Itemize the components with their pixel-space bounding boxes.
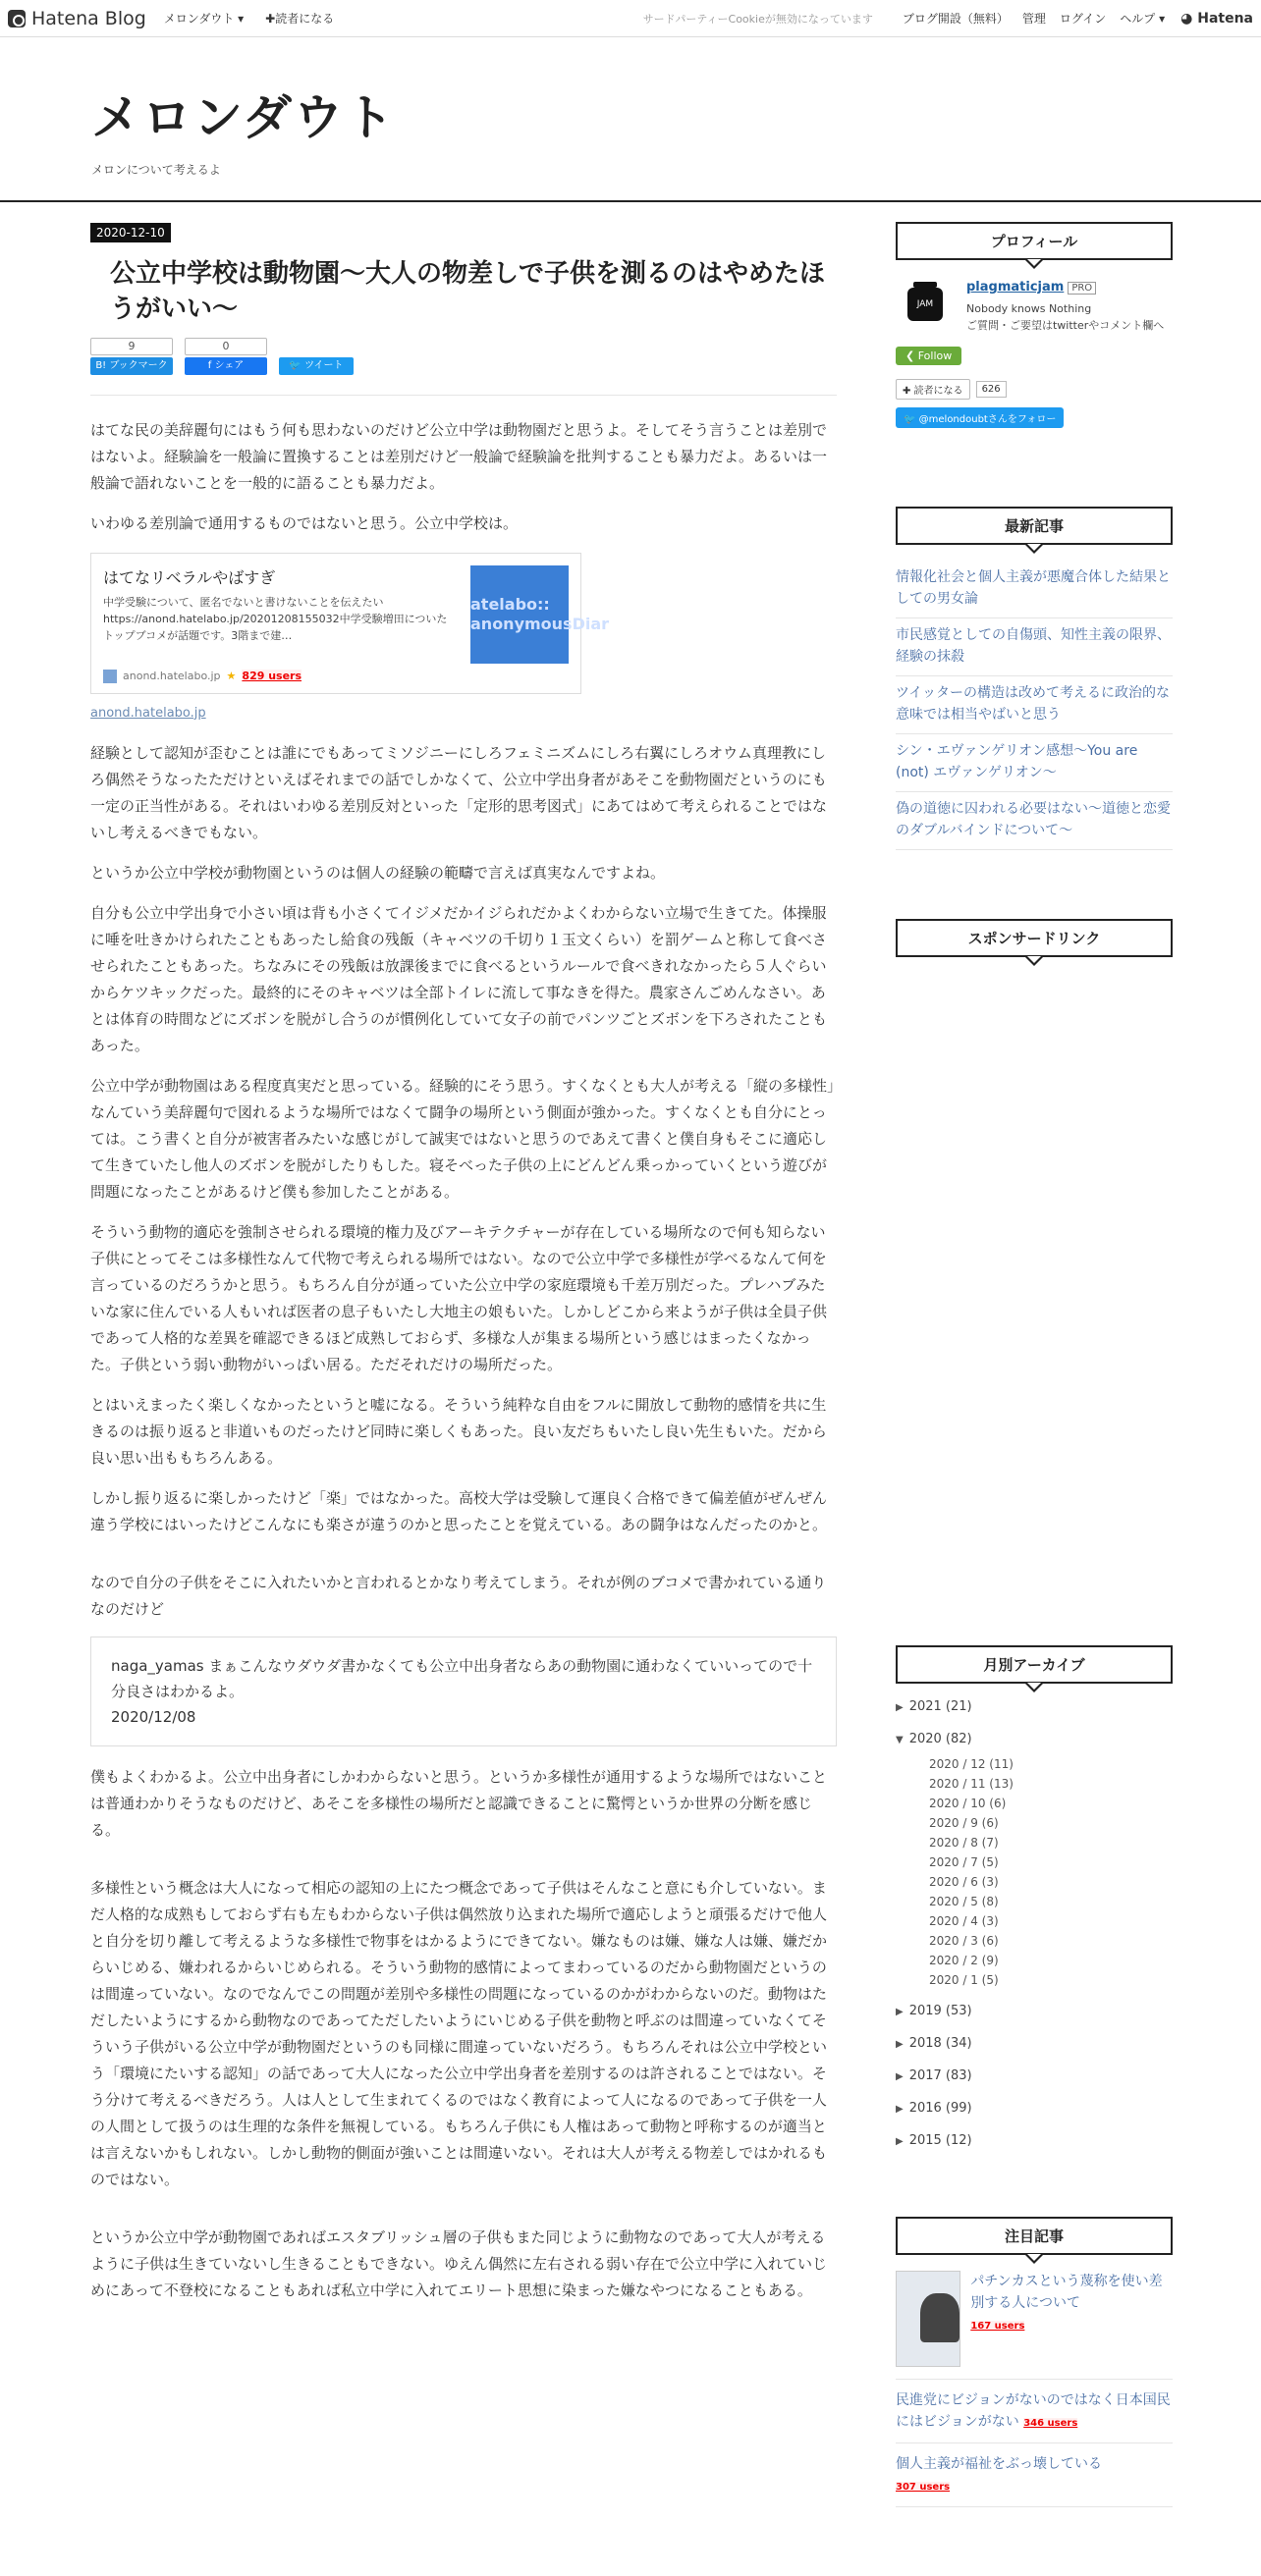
embed-card[interactable]: [90, 553, 610, 694]
archive-year-2016[interactable]: [896, 2101, 1173, 2116]
follow-button[interactable]: [896, 347, 961, 365]
archive-month-link[interactable]: 2020 / 6 (3): [929, 1875, 999, 1889]
popular-entry-title[interactable]: 個人主義が福祉をぶっ壊している: [896, 2456, 1102, 2472]
reader-row: [896, 379, 1173, 400]
expand-icon[interactable]: ▶: [896, 2071, 904, 2082]
tweet-label: ツイート: [304, 359, 344, 371]
recent-entry-link[interactable]: ツイッターの構造は改めて考えるに政治的な意味では相当やばいと思う: [896, 676, 1173, 734]
popular-users[interactable]: 307 users: [896, 2482, 951, 2493]
cookie-notice[interactable]: サードパーティーCookieが無効になっています: [642, 12, 873, 26]
sidebar: [896, 222, 1173, 2576]
profile-module: [896, 222, 1173, 428]
entry-paragraph: そういう動物的適応を強制させられる環境的権力及びアーキテクチャーが存在している場所なので何も知らない子供にとってそこは多様性なんて代物で考えられる場所ではない。なので公立中学で多様性が学べるなんて何を言っているのだろうかと思う。もちろん自分が通っていた公立中学の家庭環境も千差万別だった。プレハブみたいな家に住んでいる人もいれば医者の息子もいたし大地主の娘もいた。しかしどこから来ようが子供は全員子供であって人格的な差異を確認できるほど成熟しておらず、多様な人が集まる場所という感じはまったくなかった。子供という弱い動物がいっぱい居る。ただそれだけの場所だった。: [90, 1222, 828, 1373]
hatena-link[interactable]: ◕ Hatena: [1180, 10, 1253, 27]
content-layout: [0, 202, 1261, 2576]
hatena-logo-icon: [8, 10, 26, 27]
archive-year-label: 2019 (53): [908, 2004, 972, 2018]
hatena-blog-logo[interactable]: [8, 8, 146, 29]
main-content: [90, 222, 837, 2576]
profile-info: [966, 276, 1164, 335]
entry-paragraph: というか公立中学校が動物園というのは個人の経験の範疇で言えば真実なんですよね。: [90, 863, 666, 882]
expand-icon[interactable]: ▶: [896, 2039, 904, 2050]
archive-months-2020: [929, 1754, 1173, 1990]
blockquote: [90, 1637, 837, 1746]
facebook-share[interactable]: [185, 338, 267, 375]
entry-paragraph: 公立中学が動物園はある程度真実だと思っている。経験的にそう思う。すくなくとも大人が考える「縦の多様性」なんていう美辞麗句で図れるような場所ではなくて闘争の場所という側面が強かった。すくなくとも自分にとっては。こう書くと自分が被害者みたいな感じがして誠実ではないと思うのであえて書くと僕自身もそこに適応して生きていたし他人のズボンを脱がしたりもした。寝そべった子供の上にどんどん乗っかっていくという遊びが問題になったことがあるけど僕も参加したことがある。: [90, 1076, 835, 1201]
profile-name: plagmaticjam: [966, 280, 1065, 295]
archive-year-2021[interactable]: [896, 1699, 1173, 1714]
entry-paragraph: というか公立中学が動物園であればエスタブリッシュ層の子供もまた同じように動物なのであって大人が考えるように子供は生きていないし生きることもできない。ゆえん偶然に左右される弱い存在で公立中学に入れていじめにあって不登校になることもあれば私立中学に入れてエリート思想に染まった嫌なやつになることもある。: [90, 2227, 828, 2299]
popular-entry[interactable]: [896, 2380, 1173, 2443]
archive-year-label: 2016 (99): [908, 2101, 972, 2116]
quote-text: naga_yamas まぁこんなウダウダ書かなくても公立中出身者ならあの動物園に通わなくていいってので十分良さはわかるよ。: [111, 1656, 813, 1700]
entry-paragraph: しかし振り返るに楽しかったけど「楽」ではなかった。高校大学は受験して運良く合格できて偏差値がぜんぜん違う学校にはいったけどこんなにも楽さが違うのかと思ったことを覚えている。あの闘争はなんだったのかと。: [90, 1488, 828, 1533]
popular-entry-title[interactable]: パチンカスという蔑称を使い差別する人について: [970, 2274, 1163, 2311]
archive-year-label: 2017 (83): [908, 2068, 972, 2083]
twitter-follow-label: @melondoubtさんをフォロー: [918, 414, 1057, 425]
archive-year-2020[interactable]: [896, 1732, 1173, 1746]
site-favicon-icon: [103, 670, 117, 683]
card-footer: [103, 670, 302, 683]
archive-year-label: 2021 (21): [908, 1699, 972, 1714]
blog-description: メロンについて考えるよ: [91, 163, 221, 177]
archive-month-link[interactable]: 2020 / 10 (6): [929, 1797, 1007, 1810]
pro-badge: PRO: [1068, 282, 1096, 295]
open-blog-link[interactable]: ブログ開設（無料）: [902, 12, 1009, 26]
recent-entry-link[interactable]: 市民感覚としての自傷頭、知性主義の限界、経験の抹殺: [896, 618, 1173, 676]
star-icon: ★: [226, 670, 237, 683]
archive-month-link[interactable]: 2020 / 1 (5): [929, 1973, 999, 1987]
entry-paragraph: なので自分の子供をそこに入れたいかと言われるとかなり考えてしまう。それが例のブコメで書かれている通りなのだけど: [90, 1573, 827, 1618]
subscribe-menu[interactable]: ✚読者になる: [265, 12, 335, 26]
tweet-button[interactable]: [279, 357, 354, 375]
archive-month-link[interactable]: 2020 / 8 (7): [929, 1836, 999, 1850]
bookmark-button[interactable]: B! ブックマーク: [90, 357, 173, 375]
global-header: [0, 0, 1261, 37]
module-title: プロフィール: [896, 222, 1173, 260]
popular-thumbnail[interactable]: [896, 2271, 960, 2367]
archive-month-link[interactable]: 2020 / 2 (9): [929, 1954, 999, 1967]
popular-entry-info: [970, 2271, 1173, 2367]
recent-entry-link[interactable]: 情報化社会と個人主義が悪魔合体した結果としての男女論: [896, 561, 1173, 618]
login-link[interactable]: ログイン: [1059, 12, 1107, 26]
archive-month-link[interactable]: 2020 / 4 (3): [929, 1914, 999, 1928]
entry-paragraph: いわゆる差別論で通用するものではないと思う。公立中学校は。: [90, 513, 519, 532]
recent-entry-link[interactable]: シン・エヴァンゲリオン感想～You are (not) エヴァンゲリオン～: [896, 734, 1173, 792]
module-title: スポンサードリンク: [896, 919, 1173, 957]
admin-link[interactable]: 管理: [1021, 12, 1046, 26]
card-description: 中学受験について、匿名でないと書けないことを伝えたいhttps://anond.hatelabo.jp/20201208155032中学受験増田についたトップブコメが話題です。3階まで建…: [103, 595, 448, 642]
entry-paragraph: 自分も公立中学出身で小さい頃は背も小さくてイジメだかイジられだかよくわからない立場で生きてた。体操服に唾を吐きかけられたこともあったし給食の残飯（キャベツの千切り１玉文くらい）を罰ゲームと称して食べさせられたこともあった。ちなみにその残飯は放課後までに食べるというルールで食べきれなかったら５人ぐらいからケツキックだった。最終的にそのキャベツは全部トイレに流して事なきを得た。農家さんごめんなさい。あとは体育の時間などにズボンを脱がし合うのが慣例化していて女子の前でパンツごとズボンを下ろされたこともあった。: [90, 903, 828, 1054]
archive-module: [896, 1645, 1173, 2148]
archive-year-2018[interactable]: [896, 2036, 1173, 2051]
profile: [896, 276, 1173, 335]
entry-paragraph: とはいえまったく楽しくなかったというと嘘になる。そういう純粋な自由をフルに開放して動物的感情を共に生きるのは振り返ると非道いものだったけど同時に楽しくもあった。良い友だちもいたし良い先生もいた。だから良い思い出ももちろんある。: [90, 1395, 827, 1467]
archive-month-link[interactable]: 2020 / 12 (11): [929, 1757, 1014, 1771]
archive-year-2017[interactable]: [896, 2068, 1173, 2083]
reader-count[interactable]: 626: [976, 381, 1007, 398]
twitter-follow-button[interactable]: [896, 407, 1064, 428]
popular-entry[interactable]: [896, 2271, 1173, 2380]
entry-paragraph: はてな民の美辞麗句にはもう何も思わないのだけど公立中学は動物園だと思うよ。そしてそう言うことは差別ではないよ。経験論を一般論に置換することは差別だけど一般論で経験論を批判することも暴力だよ。あるいは一般論で語れないことを一般的に語ることも暴力だよ。: [90, 420, 828, 492]
archive-year-label: 2020 (82): [908, 1732, 972, 1746]
divider: [90, 395, 837, 396]
person-image: [920, 2293, 959, 2342]
module-title: 月別アーカイブ: [896, 1645, 1173, 1684]
archive-month-link[interactable]: 2020 / 11 (13): [929, 1777, 1014, 1791]
popular-users[interactable]: 346 users: [1023, 2418, 1078, 2429]
profile-text: Nobody knows Nothing ご質問・ご要望はtwitterやコメント欄へ: [966, 302, 1165, 332]
avatar[interactable]: [896, 276, 955, 335]
archive-year-2015[interactable]: [896, 2133, 1173, 2148]
quote-date: 2020/12/08: [111, 1707, 196, 1726]
popular-entry[interactable]: [896, 2443, 1173, 2507]
twitter-bird-icon: 🐦: [904, 414, 916, 425]
expand-icon[interactable]: ▶: [896, 2104, 904, 2115]
entry-body: [90, 417, 837, 2304]
card-url-link[interactable]: anond.hatelabo.jp: [90, 705, 206, 721]
module-title: 最新記事: [896, 507, 1173, 545]
follow-icon: ❮: [905, 349, 915, 362]
recent-entries-module: [896, 507, 1173, 850]
hatena-text: Hatena: [1197, 10, 1253, 27]
bookmark-share[interactable]: [90, 338, 173, 375]
archive-month-link[interactable]: 2020 / 9 (6): [929, 1816, 999, 1830]
sponsored-module: [896, 919, 1173, 1577]
bookmark-count: 9: [90, 338, 173, 355]
archive-year-label: 2015 (12): [908, 2133, 972, 2148]
facebook-button[interactable]: f シェア: [185, 357, 267, 375]
expand-icon[interactable]: ▶: [896, 1702, 904, 1713]
archive-month-link[interactable]: 2020 / 5 (8): [929, 1895, 999, 1908]
profile-name-link[interactable]: [966, 280, 1064, 295]
expand-icon[interactable]: ▶: [896, 2007, 904, 2017]
entry-date[interactable]: 2020-12-10: [90, 223, 171, 242]
expand-icon[interactable]: ▶: [896, 2136, 904, 2147]
popular-module: [896, 2217, 1173, 2507]
module-title: 注目記事: [896, 2217, 1173, 2255]
card-users[interactable]: 829 users: [242, 670, 302, 683]
entry-title[interactable]: 公立中学校は動物園～大人の物差しで子供を測るのはやめたほうがいい～: [110, 259, 826, 325]
logo-text: Hatena Blog: [31, 7, 146, 29]
archive-month-link[interactable]: 2020 / 7 (5): [929, 1855, 999, 1869]
subscribe-button[interactable]: ✚ 読者になる: [896, 379, 970, 400]
popular-entry-title[interactable]: 民進党にビジョンがないのではなく日本国民にはビジョンがない: [896, 2392, 1171, 2430]
entry-paragraph: 多様性という概念は大人になって相応の認知の上にたつ概念であって子供はそんなこと意にも介していない。まだ人格的な成熟もしておらず右も左もわからない子供は偶然放り込まれた場所で適応しようと頑張るだけで他人と自分を切り離して考えるような多様性で物事をはかるようにできてない。嫌なものは嫌、嫌な人は嫌、嫌だからいじめる、嫌われるからいじめられる。そういう動物的感情によってまわっているのだから動物園だというのは間違っていない。なのでなんでこの問題が差別や多様性の問題になっているのかがわからないのだ。動物はただしたいようにするから動物なのであってただしたいようにいじめる子供を動物と呼ぶのは間違っていなくてそういう子供がいる公立中学が動物園だというのも同様に間違っていないだろう。もちろんそれは公立中学校という「環境にたいする認知」の話であって大人になった公立中学出身者を差別するのは許されることではない。そう分けて考えるべきだろう。人は人として生まれてくるのではなく教育によって人になるのであって子供を一人の人間として扱うのは生理的な条件を無視している。もちろん子供にも人権はあって動物と呼称するのが適当とは言えないかもしれない。しかし動物的側面が強いことは間違いない。それは大人が考える物差しではかれるものではない。: [90, 1878, 828, 2188]
jam-jar-icon: JAM: [907, 288, 943, 321]
my-blog-menu[interactable]: メロンダウト ▾: [163, 12, 245, 26]
blog-header: [0, 37, 1261, 202]
popular-users[interactable]: 167 users: [970, 2321, 1025, 2332]
card-thumbnail[interactable]: atelabo:: anonymousDiar: [470, 565, 569, 664]
collapse-icon[interactable]: ▼: [896, 1735, 904, 1745]
help-menu[interactable]: ヘルプ ▾: [1120, 12, 1166, 26]
blog-title[interactable]: メロンダウト: [91, 89, 396, 146]
entry-paragraph: 僕もよくわかるよ。公立中出身者にしかわからないと思う。というか多様性が通用するような場所ではないことは普通わかりそうなものだけど、あそこを多様性の場所だと認識できることに驚愕というか世界の分断を感じる。: [90, 1767, 828, 1839]
facebook-count: 0: [185, 338, 267, 355]
archive-year-2019[interactable]: [896, 2004, 1173, 2018]
archive-year-label: 2018 (34): [908, 2036, 972, 2051]
archive-month-link[interactable]: 2020 / 3 (6): [929, 1934, 999, 1948]
card-site: anond.hatelabo.jp: [123, 670, 221, 683]
follow-label: Follow: [917, 349, 953, 362]
entry-paragraph: 経験として認知が歪むことは誰にでもあってミソジニーにしろフェミニズムにしろ右翼にしろオウム真理教にしろ偶然そうなったただけといえばそれまでの話でしかなくて、公立中学出身者があそこを動物園だというのにも一定の正当性がある。それはいわゆる差別反対といった「定形的思考図式」にあてはめて考えられることではないし考えるべきでもない。: [90, 743, 828, 841]
card-title[interactable]: はてなリベラルやばすぎ: [103, 567, 276, 587]
share-buttons: [90, 338, 837, 375]
twitter-bird-icon: 🐦: [289, 359, 302, 371]
recent-entry-link[interactable]: 偽の道徳に囚われる必要はない～道徳と恋愛のダブルバインドについて～: [896, 792, 1173, 850]
